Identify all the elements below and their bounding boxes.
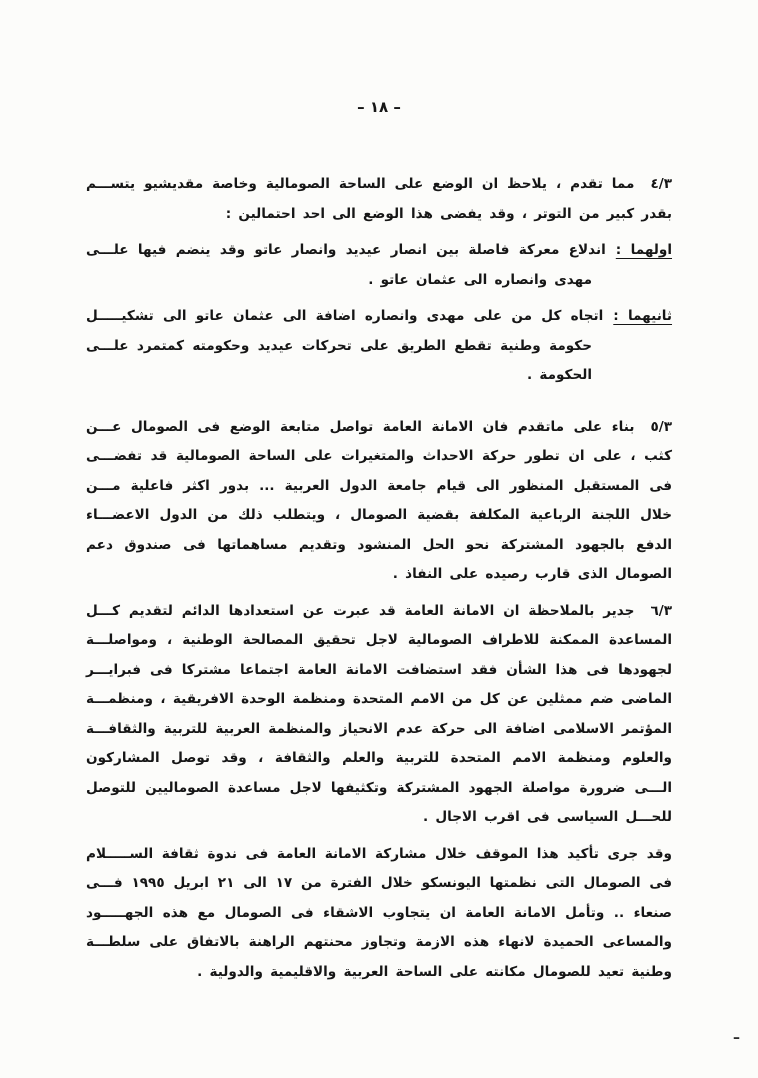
paragraph-number-marker: ٦/٣ [650, 602, 672, 619]
list-item-first [86, 236, 672, 295]
list-item-text: اتجاه كل من على مهدى وانصاره اضافة الى عثمان عاتو الى تشكيـــــل حكومة وطنية تقطع الطريق على تحركات عيديد وحكومته كمتمرد علـــى الحكومة . [86, 308, 604, 383]
page-number: – ١٨ – [357, 98, 401, 116]
paragraph-5-3 [86, 413, 672, 590]
paragraph-number-marker: ٤/٣ [650, 176, 672, 192]
paragraph-6-3 [86, 597, 672, 833]
paragraph-text: بناء على ماتقدم فان الامانة العامة تواصل متابعة الوضع فى الصومال عـــن كثب ، على ان تطور حركة الاحداث والمتغيرات على الساحة الصومالية قد تفضـــى فى المستقبل المنظور الى قيام جامعة الدول العربية ... بدور اكثر فاعلية مـــن خلال اللجنة الرباعية المكلفة بقضية الصومال ، ويتطلب ذلك من الدول الاعضـــاء الدفع بالجهود المشتركة نحو الحل المنشود وتقديم مساهماتها فى صندوق دعم الصومال الذى قارب رصيده على النفاذ . [86, 418, 672, 582]
document-body [86, 170, 672, 994]
paragraph-text: وقد جرى تأكيد هذا الموقف خلال مشاركة الامانة العامة فى ندوة ثقافة الســـــلام فى الصومال التى نظمتها اليونسكو خلال الفترة من ١٧ الى ٢١ ابريل ١٩٩٥ فـــى صنعاء .. وتأمل الامانة العامة ان يتجاوب الاشقاء فى الصومال مع هذه الجهـــــود والمساعى الحميدة لانهاء هذه الازمة وتجاوز محنتهم الراهنة بالاتفاق على سلطـــة وطنية تعيد للصومال مكانته على الساحة العربية والاقليمية والدولية . [86, 845, 672, 980]
paragraph-number-marker: ٥/٣ [650, 418, 672, 435]
paragraph-text: جدير بالملاحظة ان الامانة العامة قد عبرت عن استعدادها الدائم لتقديم كـــل المساعدة الممكنة للاطراف الصومالية لاجل تحقيق المصالحة الوطنية ، ومواصلـــة لجهودها فى هذا الشأن فقد استضافت الامانة العامة اجتماعا مشتركا فى فبرايـــر الماضى ضم ممثلين عن كل من الامم المتحدة ومنظمة الوحدة الافريقية ، ومنظمـــة المؤتمر الاسلامى اضافة الى حركة عدم الانحياز والمنظمة العربية للتربية والثقافـــة والعلوم ومنظمة الامم المتحدة للتربية والعلم والثقافة ، وقد توصل المشاركون الـــى ضرورة مواصلة الجهود المشتركة وتكثيفها لاجل مساعدة الصوماليين للتوصل للحـــل السياسى فى اقرب الاجال . [86, 602, 672, 825]
list-item-label: اولهما : [615, 242, 673, 258]
list-item-second [86, 302, 672, 391]
list-item-label: ثانيهما : [613, 308, 673, 324]
corner-mark: – [733, 1030, 740, 1046]
list-item-text: اندلاع معركة فاصلة بين انصار عيديد وانصار عاتو وقد ينضم فيها علـــى مهدى وانصاره الى عثمان عاتو . [86, 242, 606, 288]
paragraph-text: مما تقدم ، يلاحظ ان الوضع على الساحة الصومالية وخاصة مقديشيو يتســـم بقدر كبير من التوتر ، وقد يفضى هذا الوضع الى احد احتمالين : [86, 176, 672, 222]
paragraph-4-3 [86, 170, 672, 229]
closing-paragraph [86, 840, 672, 988]
